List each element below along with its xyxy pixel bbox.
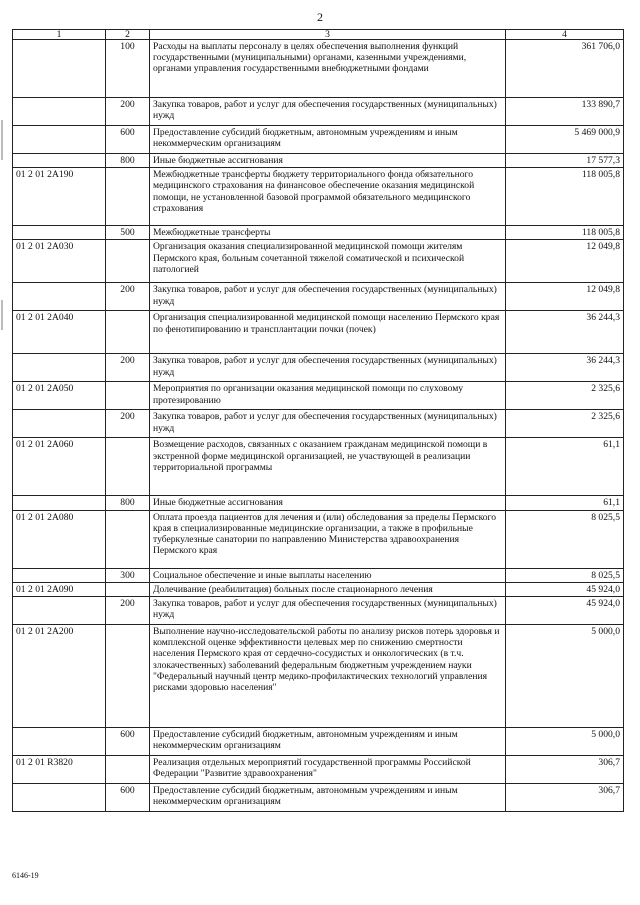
- column-header: 4: [506, 30, 624, 40]
- amount-cell: 17 577,3: [506, 154, 624, 168]
- expense-type-cell: [106, 240, 150, 283]
- description-cell: Закупка товаров, работ и услуг для обеспечения государственных (муниципальных) нужд: [150, 98, 506, 126]
- table-row: [13, 597, 624, 625]
- expense-type-cell: [106, 438, 150, 496]
- amount-cell: 118 005,8: [506, 226, 624, 240]
- expense-type-cell: 500: [106, 226, 150, 240]
- table-row: [13, 625, 624, 728]
- table-row: [13, 568, 624, 582]
- description-cell: Закупка товаров, работ и услуг для обеспечения государственных (муниципальных) нужд: [150, 354, 506, 382]
- budget-code-cell: 01 2 01 R3820: [13, 756, 106, 784]
- description-cell: Закупка товаров, работ и услуг для обеспечения государственных (муниципальных) нужд: [150, 410, 506, 438]
- budget-code-cell: [13, 568, 106, 582]
- description-cell: Расходы на выплаты персоналу в целях обеспечения выполнения функций государственными (муниципальными) органами, казенными учреждениями, органами управления государственными внебюджетными фондами: [150, 40, 506, 98]
- description-cell: Закупка товаров, работ и услуг для обеспечения государственных (муниципальных) нужд: [150, 283, 506, 311]
- amount-cell: 5 469 000,9: [506, 126, 624, 154]
- expense-type-cell: [106, 510, 150, 568]
- amount-cell: 45 924,0: [506, 582, 624, 596]
- description-cell: Закупка товаров, работ и услуг для обеспечения государственных (муниципальных) нужд: [150, 597, 506, 625]
- expense-type-cell: 600: [106, 728, 150, 756]
- description-cell: Предоставление субсидий бюджетным, автономным учреждениям и иным некоммерческим организациям: [150, 126, 506, 154]
- table-row: [13, 756, 624, 784]
- description-cell: Долечивание (реабилитация) больных после стационарного лечения: [150, 582, 506, 596]
- budget-code-cell: [13, 410, 106, 438]
- budget-code-cell: [13, 354, 106, 382]
- table-body: [13, 40, 624, 812]
- amount-cell: 12 049,8: [506, 240, 624, 283]
- expense-type-cell: 100: [106, 40, 150, 98]
- amount-cell: 12 049,8: [506, 283, 624, 311]
- description-cell: Иные бюджетные ассигнования: [150, 154, 506, 168]
- expense-type-cell: [106, 625, 150, 728]
- budget-code-cell: [13, 728, 106, 756]
- description-cell: Возмещение расходов, связанных с оказанием гражданам медицинской помощи в экстренной форме медицинской организацией, не участвующей в реализации территориальной программы: [150, 438, 506, 496]
- column-header: 3: [150, 30, 506, 40]
- expense-type-cell: 200: [106, 283, 150, 311]
- table-row: [13, 582, 624, 596]
- budget-code-cell: 01 2 01 2А030: [13, 240, 106, 283]
- table-row: [13, 496, 624, 510]
- budget-code-cell: [13, 98, 106, 126]
- budget-code-cell: [13, 154, 106, 168]
- expense-type-cell: [106, 168, 150, 226]
- description-cell: Организация специализированной медицинской помощи населению Пермского края по фенотипированию и трансплантации почки (почек): [150, 311, 506, 354]
- budget-code-cell: [13, 496, 106, 510]
- amount-cell: 36 244,3: [506, 354, 624, 382]
- scan-margin-mark: [1, 300, 3, 330]
- expense-type-cell: 200: [106, 410, 150, 438]
- description-cell: Межбюджетные трансферты бюджету территориального фонда обязательного медицинского страхования на финансовое обеспечение оказания медицинской помощи, не установленной базовой программой обязательного медицинского страхования: [150, 168, 506, 226]
- amount-cell: 36 244,3: [506, 311, 624, 354]
- document-code: 6146-19: [12, 871, 39, 880]
- column-header: 1: [13, 30, 106, 40]
- column-header: 2: [106, 30, 150, 40]
- amount-cell: 45 924,0: [506, 597, 624, 625]
- description-cell: Организация оказания специализированной медицинской помощи жителям Пермского края, больным сочетанной тяжелой соматической и психической патологией: [150, 240, 506, 283]
- budget-code-cell: 01 2 01 2А200: [13, 625, 106, 728]
- expense-type-cell: 600: [106, 784, 150, 812]
- description-cell: Социальное обеспечение и иные выплаты населению: [150, 568, 506, 582]
- budget-code-cell: [13, 40, 106, 98]
- description-cell: Реализация отдельных мероприятий государственной программы Российской Федерации "Развитие здравоохранения": [150, 756, 506, 784]
- amount-cell: 5 000,0: [506, 625, 624, 728]
- description-cell: Иные бюджетные ассигнования: [150, 496, 506, 510]
- budget-table: [12, 29, 624, 812]
- expense-type-cell: 200: [106, 597, 150, 625]
- table-row: [13, 126, 624, 154]
- table-row: [13, 354, 624, 382]
- budget-code-cell: [13, 126, 106, 154]
- budget-code-cell: [13, 784, 106, 812]
- amount-cell: 361 706,0: [506, 40, 624, 98]
- amount-cell: 5 000,0: [506, 728, 624, 756]
- expense-type-cell: [106, 582, 150, 596]
- expense-type-cell: 600: [106, 126, 150, 154]
- amount-cell: 2 325,6: [506, 410, 624, 438]
- table-row: [13, 784, 624, 812]
- expense-type-cell: [106, 382, 150, 410]
- amount-cell: 8 025,5: [506, 568, 624, 582]
- table-row: [13, 40, 624, 98]
- table-row: [13, 410, 624, 438]
- amount-cell: 133 890,7: [506, 98, 624, 126]
- table-row: [13, 728, 624, 756]
- table-row: [13, 283, 624, 311]
- budget-code-cell: 01 2 01 2А060: [13, 438, 106, 496]
- description-cell: Выполнение научно-исследовательской работы по анализу рисков потерь здоровья и комплексной оценке эффективности целевых мер по снижению смертности населения Пермского края от сердечно-сосудистых и онкологических (в т.ч. злокачественных) заболеваний федеральным бюджетным учреждением науки "Федеральный научный центр медико-профилактических технологий управления рисками здоровью населения": [150, 625, 506, 728]
- budget-code-cell: [13, 597, 106, 625]
- table-row: [13, 98, 624, 126]
- amount-cell: 8 025,5: [506, 510, 624, 568]
- page-number: 2: [317, 10, 323, 24]
- expense-type-cell: [106, 756, 150, 784]
- description-cell: Предоставление субсидий бюджетным, автономным учреждениям и иным некоммерческим организациям: [150, 728, 506, 756]
- table-row: [13, 311, 624, 354]
- expense-type-cell: [106, 311, 150, 354]
- table-row: [13, 168, 624, 226]
- table-row: [13, 438, 624, 496]
- expense-type-cell: 300: [106, 568, 150, 582]
- table-row: [13, 154, 624, 168]
- expense-type-cell: 200: [106, 98, 150, 126]
- amount-cell: 306,7: [506, 784, 624, 812]
- budget-code-cell: [13, 283, 106, 311]
- description-cell: Оплата проезда пациентов для лечения и (или) обследования за пределы Пермского края в специализированные медицинские организации, а также в профильные туберкулезные санатории по направлению Министерства здравоохранения Пермского края: [150, 510, 506, 568]
- table-row: [13, 240, 624, 283]
- amount-cell: 306,7: [506, 756, 624, 784]
- table-row: [13, 382, 624, 410]
- amount-cell: 118 005,8: [506, 168, 624, 226]
- description-cell: Мероприятия по организации оказания медицинской помощи по слуховому протезированию: [150, 382, 506, 410]
- budget-code-cell: 01 2 01 2А040: [13, 311, 106, 354]
- description-cell: Предоставление субсидий бюджетным, автономным учреждениям и иным некоммерческим организациям: [150, 784, 506, 812]
- expense-type-cell: 200: [106, 354, 150, 382]
- budget-code-cell: 01 2 01 2А090: [13, 582, 106, 596]
- table-header-row: [13, 30, 624, 40]
- budget-code-cell: 01 2 01 2А190: [13, 168, 106, 226]
- expense-type-cell: 800: [106, 496, 150, 510]
- amount-cell: 2 325,6: [506, 382, 624, 410]
- scan-margin-mark: [1, 120, 3, 160]
- budget-code-cell: [13, 226, 106, 240]
- table-row: [13, 510, 624, 568]
- expense-type-cell: 800: [106, 154, 150, 168]
- table-row: [13, 226, 624, 240]
- description-cell: Межбюджетные трансферты: [150, 226, 506, 240]
- budget-code-cell: 01 2 01 2А050: [13, 382, 106, 410]
- budget-code-cell: 01 2 01 2А080: [13, 510, 106, 568]
- amount-cell: 61,1: [506, 496, 624, 510]
- amount-cell: 61,1: [506, 438, 624, 496]
